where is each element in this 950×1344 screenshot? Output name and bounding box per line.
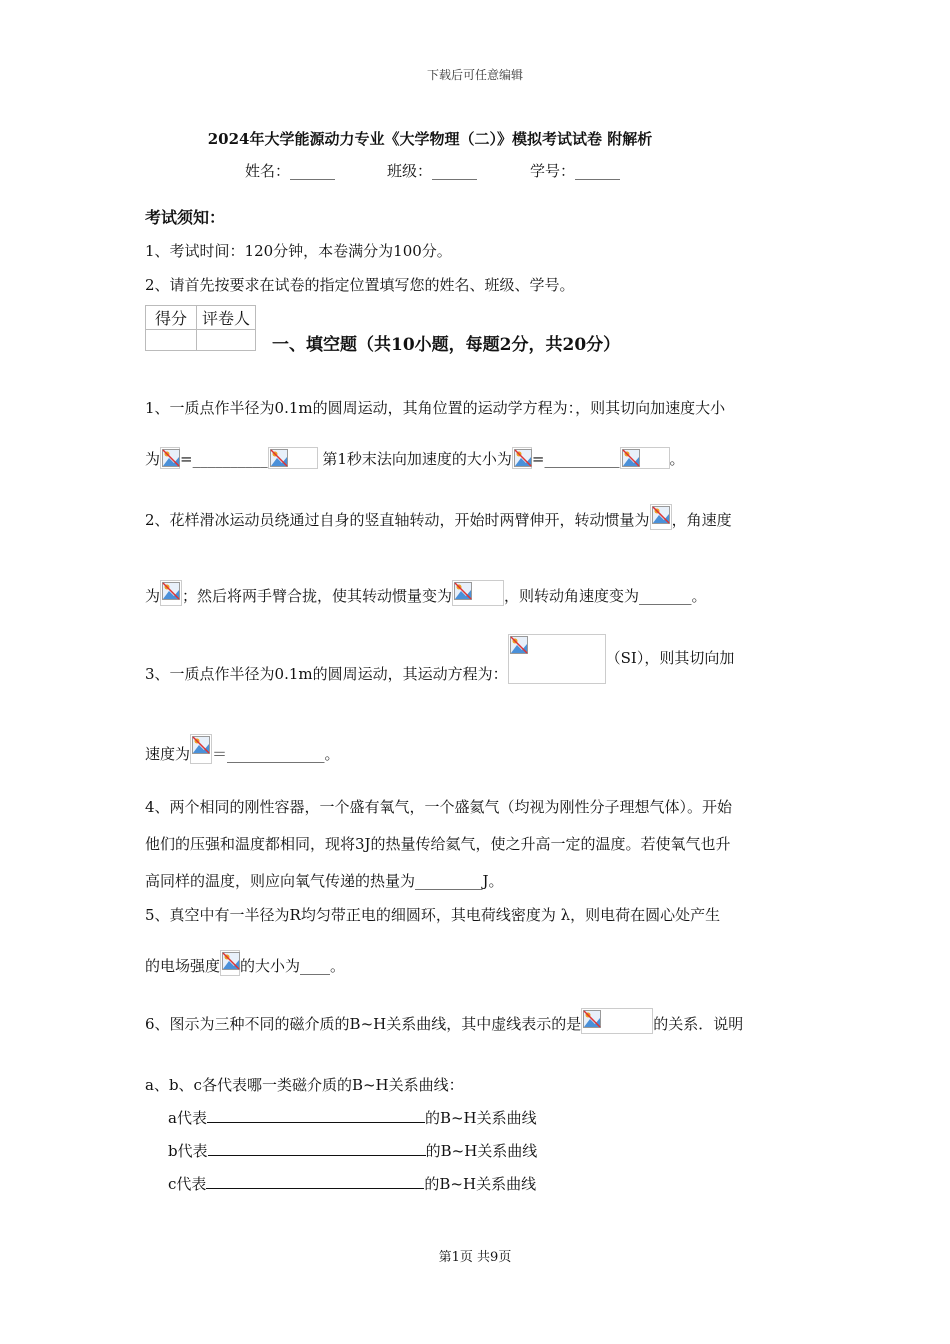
page-footer: 第1页 共9页 <box>438 1250 512 1265</box>
row-label: b代表 <box>168 1142 208 1160</box>
broken-image-icon <box>514 449 532 467</box>
q2-text-b: ；然后将两手臂合拢，使其转动惯量变为 <box>182 587 453 605</box>
broken-image-icon <box>510 636 528 654</box>
formula-image <box>160 580 182 606</box>
answer-blank <box>207 1108 425 1123</box>
formula-image <box>190 734 212 764</box>
section-title: 一、填空题（共10小题，每题2分，共20分） <box>272 335 621 355</box>
q3-text-b: ＝_____________。 <box>212 745 340 763</box>
q6-row-a <box>168 1107 537 1128</box>
notice-item: 1、考试时间：120分钟，本卷满分为100分。 <box>145 242 452 260</box>
q1-text-b: =__________ <box>180 450 268 468</box>
q4-line3: 高同样的温度，则应向氧气传递的热量为_________J。 <box>145 872 504 890</box>
q6-text-end: 的关系．说明 <box>653 1015 744 1033</box>
answer-blank <box>206 1174 424 1189</box>
q4-line1: 4、两个相同的刚性容器，一个盛有氧气，一个盛氦气（均视为刚性分子理想气体）。开始 <box>145 798 733 816</box>
grader-header: 评卷人 <box>197 306 256 330</box>
q2-text-c: ，则转动角速度变为_______。 <box>504 587 707 605</box>
q2-line2 <box>145 580 707 606</box>
q3-line1 <box>145 634 734 684</box>
formula-image <box>581 1008 653 1034</box>
q5-text-b: 的大小为____。 <box>240 957 346 975</box>
q6-line1 <box>145 1008 743 1034</box>
broken-image-icon <box>222 952 240 970</box>
q5-text-a: 的电场强度 <box>145 957 221 975</box>
formula-image <box>508 634 606 684</box>
q3-line2 <box>145 734 340 764</box>
q1-text-d: =__________ <box>531 450 620 468</box>
broken-image-icon <box>162 449 180 467</box>
formula-image <box>220 950 240 976</box>
score-table <box>145 305 256 351</box>
q2-line1 <box>145 504 732 530</box>
answer-blank <box>208 1141 426 1156</box>
broken-image-icon <box>454 582 472 600</box>
row-suffix: 的B~H关系曲线 <box>424 1175 537 1193</box>
broken-image-icon <box>583 1010 601 1028</box>
broken-image-icon <box>192 736 210 754</box>
row-label: a代表 <box>168 1109 207 1127</box>
q1-line1: 1、一质点作半径为0.1m的圆周运动，其角位置的运动学方程为：，则其切向加速度大小 <box>145 399 726 417</box>
q3-text: 3、一质点作半径为0.1m的圆周运动，其运动方程为： <box>145 665 508 683</box>
row-suffix: 的B~H关系曲线 <box>424 1109 537 1127</box>
broken-image-icon <box>162 582 180 600</box>
q1-text-c: 第1秒末法向加速度的大小为 <box>317 450 512 468</box>
q2-text-a: 为 <box>145 587 161 605</box>
formula-image <box>160 447 180 469</box>
formula-image <box>620 447 670 469</box>
q4-line2: 他们的压强和温度都相同，现将3J的热量传给氦气，使之升高一定的温度。若使氧气也升 <box>145 835 731 853</box>
row-suffix: 的B~H关系曲线 <box>425 1142 538 1160</box>
formula-image <box>452 580 504 606</box>
q2-text-end: ，角速度 <box>671 511 732 529</box>
exam-title: 2024年大学能源动力专业《大学物理（二）》模拟考试试卷 附解析 <box>207 130 653 148</box>
formula-image <box>268 447 318 469</box>
score-cell <box>146 330 197 351</box>
q3-text-end: （SI），则其切向加 <box>605 649 735 667</box>
formula-image <box>512 447 532 469</box>
q1-line2 <box>145 447 685 469</box>
q1-text-a: 为 <box>145 450 161 468</box>
broken-image-icon <box>270 449 288 467</box>
score-header: 得分 <box>146 306 197 330</box>
header-note: 下载后可任意编辑 <box>426 68 523 82</box>
broken-image-icon <box>652 506 670 524</box>
formula-image <box>650 504 672 530</box>
notice-heading: 考试须知： <box>145 208 226 227</box>
q6-text: 6、图示为三种不同的磁介质的B~H关系曲线，其中虚线表示的是 <box>145 1015 582 1033</box>
q6-row-c <box>168 1173 536 1194</box>
q2-text: 2、花样滑冰运动员绕通过自身的竖直轴转动，开始时两臂伸开，转动惯量为 <box>145 511 650 529</box>
q5-line1: 5、真空中有一半径为R均匀带正电的细圆环，其电荷线密度为 λ，则电荷在圆心处产生 <box>145 906 721 924</box>
q6-line2: a、b、c各代表哪一类磁介质的B~H关系曲线： <box>145 1076 464 1094</box>
q3-text-a: 速度为 <box>145 745 191 763</box>
q1-text-e: 。 <box>669 450 685 468</box>
q6-row-b <box>168 1140 537 1161</box>
notice-item: 2、请首先按要求在试卷的指定位置填写您的姓名、班级、学号。 <box>145 276 575 294</box>
broken-image-icon <box>622 449 640 467</box>
id-field: 学号：______ <box>530 162 621 180</box>
grader-cell <box>197 330 256 351</box>
class-field: 班级：______ <box>387 162 478 180</box>
q5-line2 <box>145 950 345 976</box>
row-label: c代表 <box>168 1175 207 1193</box>
name-field: 姓名：______ <box>245 162 336 180</box>
